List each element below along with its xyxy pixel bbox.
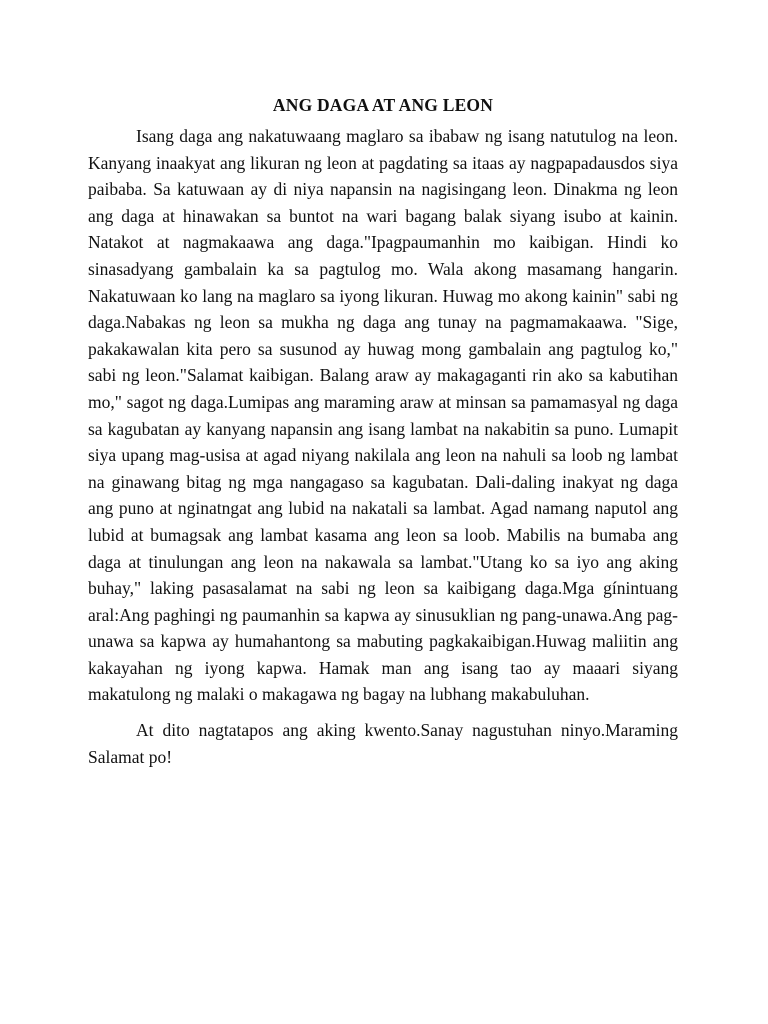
document-title: ANG DAGA AT ANG LEON (272, 95, 494, 115)
closing-paragraph: At dito nagtatapos ang aking kwento.Sanay nagustuhan ninyo.Maraming Salamat po! (88, 720, 678, 767)
story-paragraph: Isang daga ang nakatuwaang maglaro sa ibabaw ng isang natutulog na leon. Kanyang inaakyat ang likuran ng leon at pagdating sa itaas ay nagpapadausdos siya paibaba. Sa katuwaan ay di niya napansin na nagisingang leon. Dinakma ng leon ang daga at hinawakan sa buntot na wari bagang balak siyang isubo at kainin. Natakot at nagmakaawa ang daga."Ipagpaumanhin mo kaibigan. Hindi ko sinasadyang gambalain ka sa pagtulog mo. Wala akong masamang hangarin. Nakatuwaan ko lang na maglaro sa iyong likuran. Huwag mo akong kainin" sabi ng daga.Nabakas ng leon sa mukha ng daga ang tunay na pagmamakaawa. "Sige, pakakawalan kita pero sa susunod ay huwag mong gambalain ang pagtulog ko," sabi ng leon."Salamat kaibigan. Balang araw ay makagaganti rin ako sa kabutihan mo," sagot ng daga.Lumipas ang maraming araw at minsan sa pamamasyal ng daga sa kagubatan ay kanyang napansin ang isang lambat na nakabitin sa puno. Lumapit siya upang mag-usisa at agad niyang nakilala ang leon na nahuli sa loob ng lambat na ginawang bitag ng mga nangagaso sa kagubatan. Dali-daling inakyat ng daga ang puno at nginatngat ang lubid na nakatali sa lambat. Agad namang naputol ang lubid at bumagsak ang lambat kasama ang leon sa loob. Mabilis na bumaba ang daga at tinulungan ang leon na nakawala sa lambat."Utang ko sa iyo ang aking buhay," laking pasasalamat na sabi ng leon sa kaibigang daga.Mga gínintuang aral:Ang paghingi ng paumanhin sa kapwa ay sinusuklian ng pang-unawa.Ang pag-unawa sa kapwa ay humahantong sa mabuting pagkakaibigan.Huwag maliitin ang kakayahan ng iyong kapwa. Hamak man ang isang tao ay maaari siyang makatulong ng malaki o makagawa ng bagay na lubhang makabuluhan. (88, 126, 678, 705)
document-page (88, 92, 678, 770)
